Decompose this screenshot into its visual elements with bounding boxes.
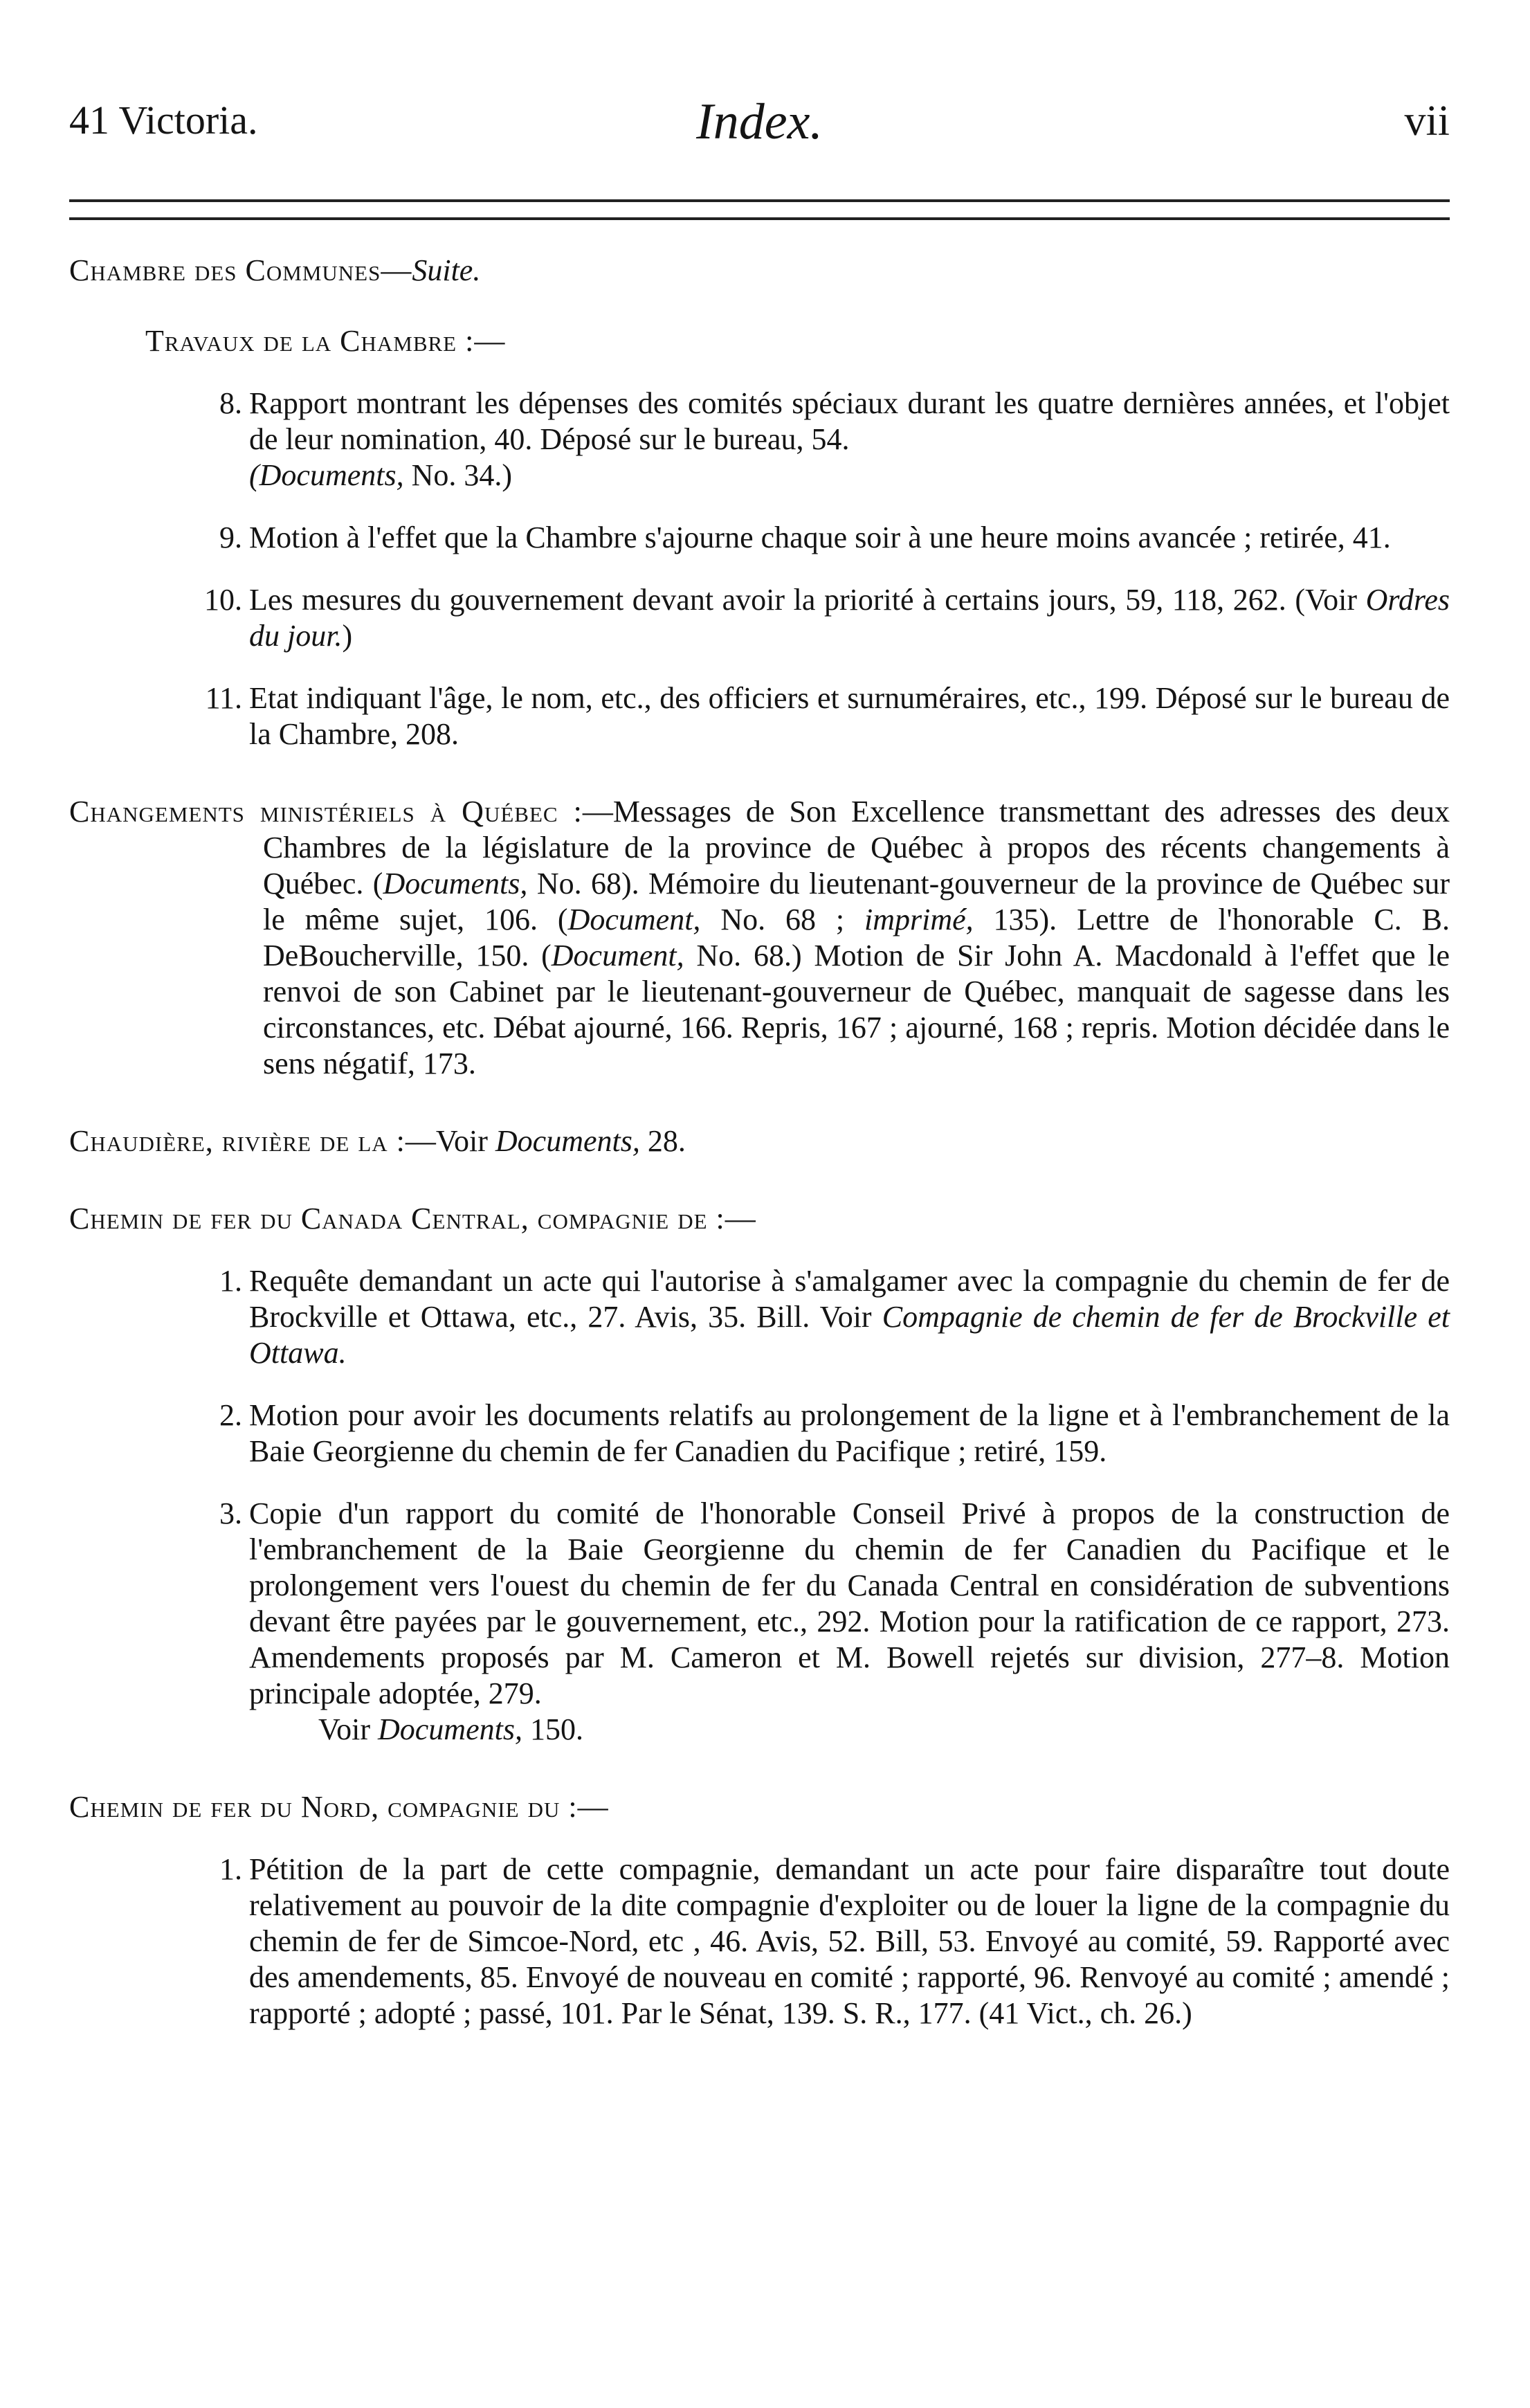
entry-number: 1.: [219, 1852, 242, 1886]
header-session: 41 Victoria.: [69, 98, 258, 143]
entry-text: Rapport montrant les dépenses des comités spéciaux durant les quatre dernières années, et l'objet de leur nomination, 40. Déposé sur le bureau, 54.: [249, 386, 1450, 456]
entry-text: 135). Lettre de l'honorable C. B. DeBoucherville, 150. (: [263, 903, 1450, 972]
entry-ref: imprimé,: [864, 903, 974, 936]
index-content: [69, 253, 1450, 2031]
entry-ref-rest: No. 34.): [403, 458, 513, 492]
entry-text: —Voir: [405, 1124, 495, 1158]
entry-see-also: [249, 1712, 1450, 1748]
header-page-number: vii: [1404, 98, 1450, 145]
header-title: Index.: [696, 93, 823, 150]
entry-ref-rest: 150.: [522, 1712, 583, 1746]
entry-ref: Document,: [551, 939, 684, 972]
entry-number: 1.: [219, 1264, 242, 1298]
entry-item: [69, 386, 1450, 494]
entry-number: 3.: [219, 1496, 242, 1530]
index-page: [69, 93, 1450, 2030]
entry-ref: Ordres du jour.: [249, 583, 1450, 653]
entry-item: [69, 520, 1450, 556]
entry-text: Copie d'un rapport du comité de l'honorable Conseil Privé à propos de la construction de l'embranchement de la Baie Georgienne du chemin de fer Canadien du Pacifique et le prolongement vers l'ouest du chemin de fer du Canada Central en considération de subventions devant être payées par le gouvernement, etc., 292. Motion pour la ratification de ce rapport, 273. Amendements proposés par M. Cameron et M. Bowell rejetés sur division, 277–8. Motion principale adoptée, 279.: [249, 1496, 1450, 1710]
section-title: Chambre des Communes—: [69, 253, 412, 287]
entry-item: [69, 1496, 1450, 1748]
section-heading-nord: Chemin de fer du Nord, compagnie du :—: [69, 1790, 609, 1824]
section-heading-canada-central: Chemin de fer du Canada Central, compagnie de :—: [69, 1202, 756, 1235]
entry-text: Requête demandant un acte qui l'autorise à s'amalgamer avec la compagnie du chemin de fer de Brockville et Ottawa, etc., 27. Avis, 35. Bill. Voir: [249, 1264, 1450, 1334]
entry-heading: Changements ministériels à Québec :: [69, 795, 583, 829]
entry-number: 11.: [205, 681, 242, 715]
entry-ref: Documents,: [495, 1124, 640, 1158]
entry-ref: Documents,: [377, 1712, 522, 1746]
entry-heading: Chaudière, rivière de la :: [69, 1124, 406, 1158]
entry-text: Etat indiquant l'âge, le nom, etc., des officiers et surnuméraires, etc., 199. Déposé sur le bureau de la Chambre, 208.: [249, 681, 1450, 751]
entry-number: 10.: [204, 583, 242, 617]
entry-text: Motion à l'effet que la Chambre s'ajourne chaque soir à une heure moins avancée ; retirée, 41.: [249, 520, 1391, 554]
entry-text: 28.: [639, 1124, 686, 1158]
running-head: [69, 93, 1450, 180]
entry-text: Pétition de la part de cette compagnie, demandant un acte pour faire disparaître tout doute relativement au pouvoir de la dite compagnie d'exploiter ou de louer la ligne de la compagnie du chemin de fer de Simcoe-Nord, etc , 46. Avis, 52. Bill, 53. Envoyé au comité, 59. Rapporté avec des amendements, 85. Envoyé de nouveau en comité ; rapporté, 96. Renvoyé au comité ; amendé ; rapporté ; adopté ; passé, 101. Par le Sénat, 139. S. R., 177. (41 Vict., ch. 26.): [249, 1852, 1450, 2030]
entry-ref: Document,: [567, 903, 701, 936]
entry-item: [69, 582, 1450, 654]
entry-ref-rest: ): [342, 619, 353, 653]
subsection-heading-travaux: Travaux de la Chambre :—: [145, 324, 506, 358]
entry-number: 9.: [219, 520, 242, 554]
entry-text: No. 68). Mémoire du lieutenant-gouverneur de la province de Québec sur le même sujet, 106. (: [263, 867, 1450, 936]
entry-number: 8.: [219, 386, 242, 420]
entry-text: No. 68.) Motion de Sir John A. Macdonald à l'effet que le renvoi de son Cabinet par le lieutenant-gouverneur de Québec, manquait de sagesse dans les circonstances, etc. Débat ajourné, 166. Repris, 167 ; ajourné, 168 ; repris. Motion décidée dans le sens négatif, 173.: [263, 939, 1450, 1080]
entry-number: 2.: [219, 1398, 242, 1432]
entry-changements-ministeriels: [69, 794, 1450, 1082]
entry-text: No. 68 ;: [700, 903, 864, 936]
entry-text: Motion pour avoir les documents relatifs au prolongement de la ligne et à l'embranchement de la Baie Georgienne du chemin de fer Canadien du Pacifique ; retiré, 159.: [249, 1398, 1450, 1468]
entry-ref: (Documents,: [249, 458, 404, 492]
entry-item: [69, 680, 1450, 752]
section-title-suffix: Suite.: [412, 253, 481, 287]
entry-item: [69, 1852, 1450, 2031]
entry-ref: Documents,: [383, 867, 528, 900]
see-also-label: Voir: [318, 1712, 378, 1746]
section-heading-chambre: [69, 253, 1450, 289]
entry-chaudiere: [69, 1123, 1450, 1159]
entry-text: —Messages de Son Excellence transmettant des adresses des deux Chambres de la législature de la province de Québec à propos des récents changements à Québec. (: [263, 795, 1450, 900]
entry-text: Les mesures du gouvernement devant avoir la priorité à certains jours, 59, 118, 262. (Voir: [249, 583, 1366, 617]
entry-item: [69, 1397, 1450, 1469]
entry-ref: Compagnie de chemin de fer de Brockville et Ottawa.: [249, 1300, 1450, 1370]
header-double-rule: [69, 199, 1450, 220]
entry-item: [69, 1263, 1450, 1371]
